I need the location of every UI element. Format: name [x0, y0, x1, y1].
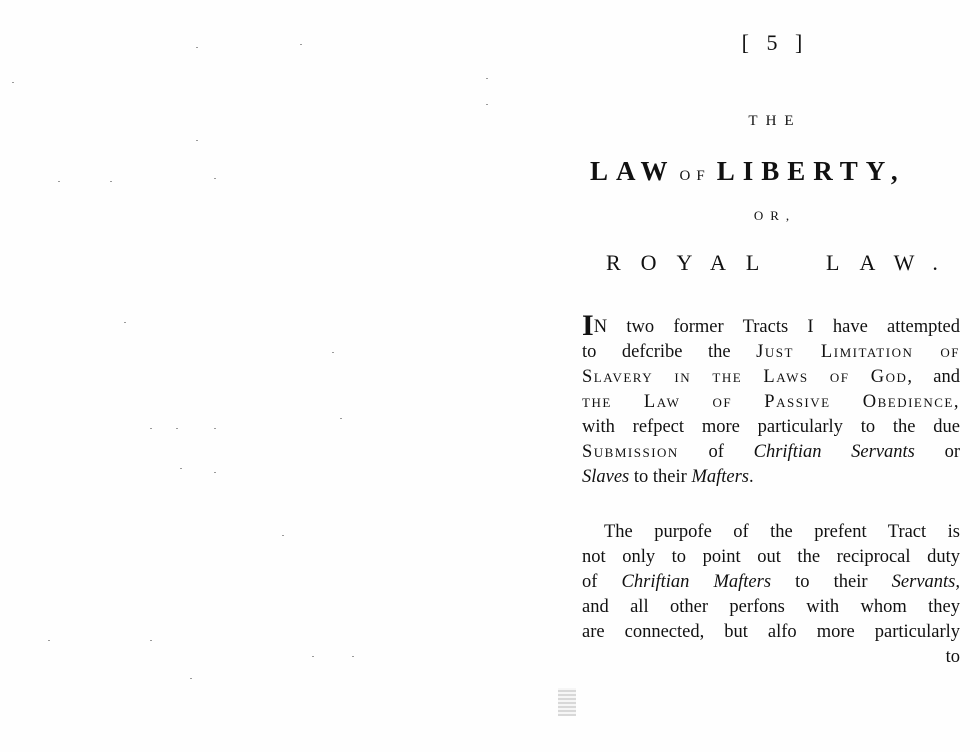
paper-speck [190, 678, 192, 679]
paper-speck [332, 352, 334, 353]
text-line: are connected, but alfo more particularly [582, 622, 960, 642]
title-law: LAW [590, 156, 676, 186]
text-line: and all other perfons with whom they [582, 597, 960, 617]
paper-speck [312, 656, 314, 657]
text-line: IN two former Tracts I have attempted [582, 309, 960, 342]
page-number: [ 5 ] [741, 30, 809, 55]
paper-speck [214, 428, 216, 429]
title-liberty: LIBERTY, [716, 156, 906, 186]
paper-speck [150, 640, 152, 641]
paper-speck [110, 181, 112, 182]
paper-speck [214, 472, 216, 473]
paper-speck [150, 428, 152, 429]
text-line: the Law of Passive Obedience, [582, 392, 960, 412]
paper-speck [180, 468, 182, 469]
title-law-of-liberty [590, 156, 960, 187]
paper-speck [196, 47, 198, 48]
paragraph-1 [582, 309, 960, 490]
paper-speck [282, 535, 284, 536]
title-or: OR, [753, 208, 797, 223]
title-of: OF [679, 168, 711, 184]
text-line: Submission of Chriftian Servants or [582, 442, 960, 462]
paper-speck [340, 418, 342, 419]
paper-speck [486, 104, 488, 105]
paper-speck [12, 82, 14, 83]
text-line: with refpect more particularly to the due [582, 417, 960, 437]
text-line: Slavery in the Laws of God, and [582, 367, 960, 387]
paper-speck [176, 428, 178, 429]
paper-speck [196, 140, 198, 141]
text-line: The purpofe of the prefent Tract is [604, 522, 960, 542]
paper-speck [124, 322, 126, 323]
drop-cap: I [582, 309, 594, 342]
title-royal-law: ROYAL LAW. [606, 250, 958, 275]
ink-smudge [558, 688, 576, 716]
paper-speck [214, 178, 216, 179]
text-line: not only to point out the reciprocal duty [582, 547, 960, 567]
text-line: Slaves to their Mafters. [582, 467, 754, 487]
title-the: THE [748, 113, 802, 129]
text-line: of Chriftian Mafters to their Servants, [582, 572, 961, 592]
paper-speck [300, 44, 302, 45]
paper-speck [352, 656, 354, 657]
paragraph-2 [582, 520, 960, 670]
paper-speck [486, 78, 488, 79]
paper-speck [58, 181, 60, 182]
text-line: to defcribe the Just Limitation of [582, 342, 960, 362]
paper-speck [48, 640, 50, 641]
catchword: to [945, 647, 960, 667]
